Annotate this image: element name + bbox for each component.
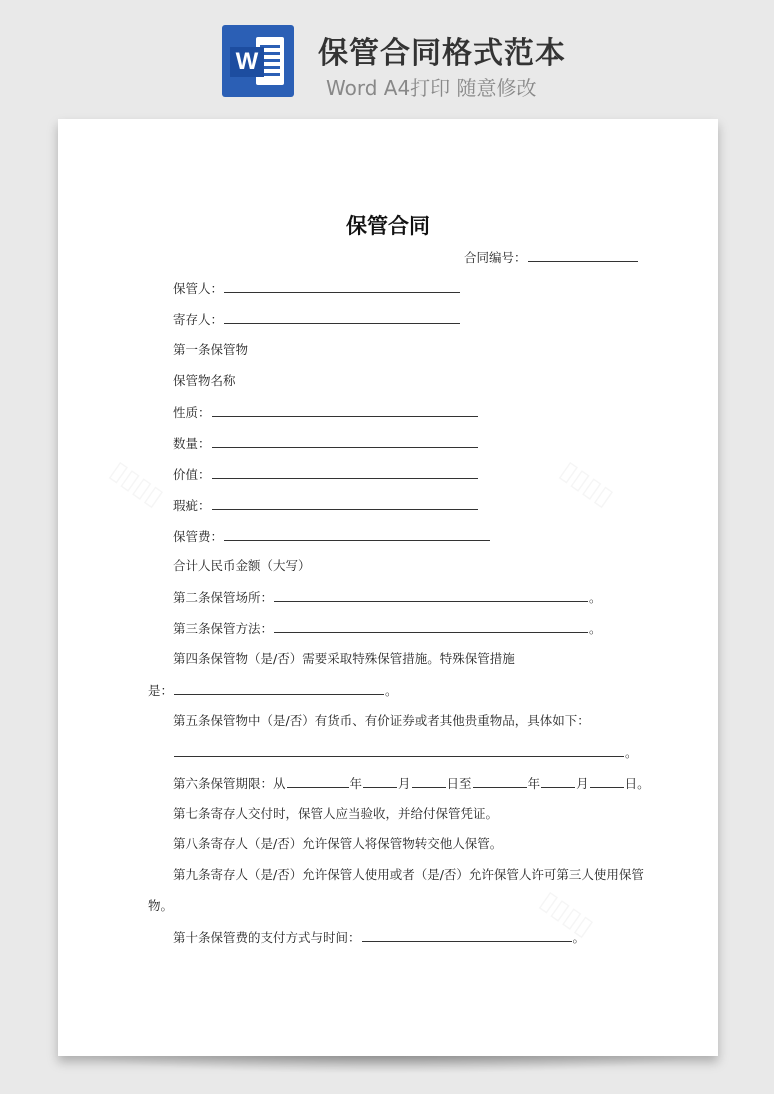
fee-blank[interactable] bbox=[224, 528, 490, 541]
end-day-blank[interactable] bbox=[590, 775, 624, 788]
contract-number-line bbox=[464, 249, 639, 266]
header-title: 保管合同格式范本 bbox=[318, 36, 566, 71]
day-end-label: 日。 bbox=[624, 776, 650, 791]
fee-label: 保管费： bbox=[173, 529, 224, 544]
start-day-blank[interactable] bbox=[412, 775, 446, 788]
nature-label: 性质： bbox=[173, 405, 211, 420]
article-10-blank[interactable] bbox=[362, 929, 572, 942]
document-page bbox=[58, 119, 718, 1056]
article-3-blank[interactable] bbox=[274, 620, 588, 633]
end-month-blank[interactable] bbox=[541, 775, 575, 788]
word-icon bbox=[222, 25, 294, 97]
year-label: 年 bbox=[527, 776, 541, 791]
watermark bbox=[105, 455, 169, 512]
article-3-label: 第三条保管方法： bbox=[173, 621, 274, 636]
start-month-blank[interactable] bbox=[363, 775, 397, 788]
article-2-label: 第二条保管场所： bbox=[173, 590, 274, 605]
value-blank[interactable] bbox=[212, 466, 478, 479]
article-6-line bbox=[173, 775, 650, 792]
article-4-continued-label: 是： bbox=[148, 683, 174, 698]
total-amount-label: 合计人民币金额（大写） bbox=[173, 558, 311, 573]
period: 。 bbox=[625, 745, 638, 760]
month-label: 月 bbox=[398, 776, 411, 791]
custodian-blank[interactable] bbox=[224, 280, 460, 293]
end-year-blank[interactable] bbox=[473, 775, 527, 788]
article-4-continued-line bbox=[148, 682, 398, 699]
article-9-continued: 物。 bbox=[148, 898, 174, 913]
page-header bbox=[0, 0, 774, 110]
quantity-line bbox=[173, 435, 479, 452]
quantity-blank[interactable] bbox=[212, 435, 478, 448]
defect-blank[interactable] bbox=[212, 497, 478, 510]
article-2-line bbox=[173, 589, 602, 606]
custodian-label: 保管人： bbox=[173, 281, 224, 296]
quantity-label: 数量： bbox=[173, 436, 211, 451]
contract-number-label: 合同编号： bbox=[464, 250, 527, 265]
month-label: 月 bbox=[576, 776, 589, 791]
article-5-blank-line bbox=[173, 744, 638, 761]
custodian-line bbox=[173, 280, 461, 297]
article-4-text: 第四条保管物（是/否）需要采取特殊保管措施。特殊保管措施 bbox=[173, 651, 515, 666]
article-10-line bbox=[173, 929, 585, 946]
watermark bbox=[555, 455, 619, 512]
article-8-text: 第八条寄存人（是/否）允许保管人将保管物转交他人保管。 bbox=[173, 836, 503, 851]
period: 。 bbox=[589, 590, 602, 605]
period: 。 bbox=[385, 683, 398, 698]
day-to-label: 日至 bbox=[446, 776, 472, 791]
period: 。 bbox=[589, 621, 602, 636]
value-line bbox=[173, 466, 479, 483]
depositor-line bbox=[173, 311, 461, 328]
article-5-blank[interactable] bbox=[174, 744, 624, 757]
article-10-label: 第十条保管费的支付方式与时间： bbox=[173, 930, 361, 945]
item-name-label: 保管物名称 bbox=[173, 373, 236, 388]
article-3-line bbox=[173, 620, 602, 637]
depositor-label: 寄存人： bbox=[173, 312, 224, 327]
nature-line bbox=[173, 404, 479, 421]
article-4-blank[interactable] bbox=[174, 682, 384, 695]
header-subtitle: Word A4打印 随意修改 bbox=[326, 76, 537, 100]
value-label: 价值： bbox=[173, 467, 211, 482]
article-2-blank[interactable] bbox=[274, 589, 588, 602]
article-7-text: 第七条寄存人交付时，保管人应当验收，并给付保管凭证。 bbox=[173, 806, 499, 821]
year-label: 年 bbox=[349, 776, 363, 791]
defect-line bbox=[173, 497, 479, 514]
article-6-label: 第六条保管期限：从 bbox=[173, 776, 286, 791]
article-9-text: 第九条寄存人（是/否）允许保管人使用或者（是/否）允许保管人许可第三人使用保管 bbox=[173, 867, 644, 882]
contract-number-blank[interactable] bbox=[528, 249, 638, 262]
fee-line bbox=[173, 528, 491, 545]
word-letter: W bbox=[230, 47, 264, 77]
start-year-blank[interactable] bbox=[287, 775, 349, 788]
document-title: 保管合同 bbox=[346, 214, 430, 238]
article-5-text: 第五条保管物中（是/否）有货币、有价证券或者其他贵重物品，具体如下： bbox=[173, 713, 590, 728]
period: 。 bbox=[572, 930, 586, 945]
nature-blank[interactable] bbox=[212, 404, 478, 417]
depositor-blank[interactable] bbox=[224, 311, 460, 324]
article-1: 第一条保管物 bbox=[173, 342, 249, 357]
defect-label: 瑕疵： bbox=[173, 498, 211, 513]
